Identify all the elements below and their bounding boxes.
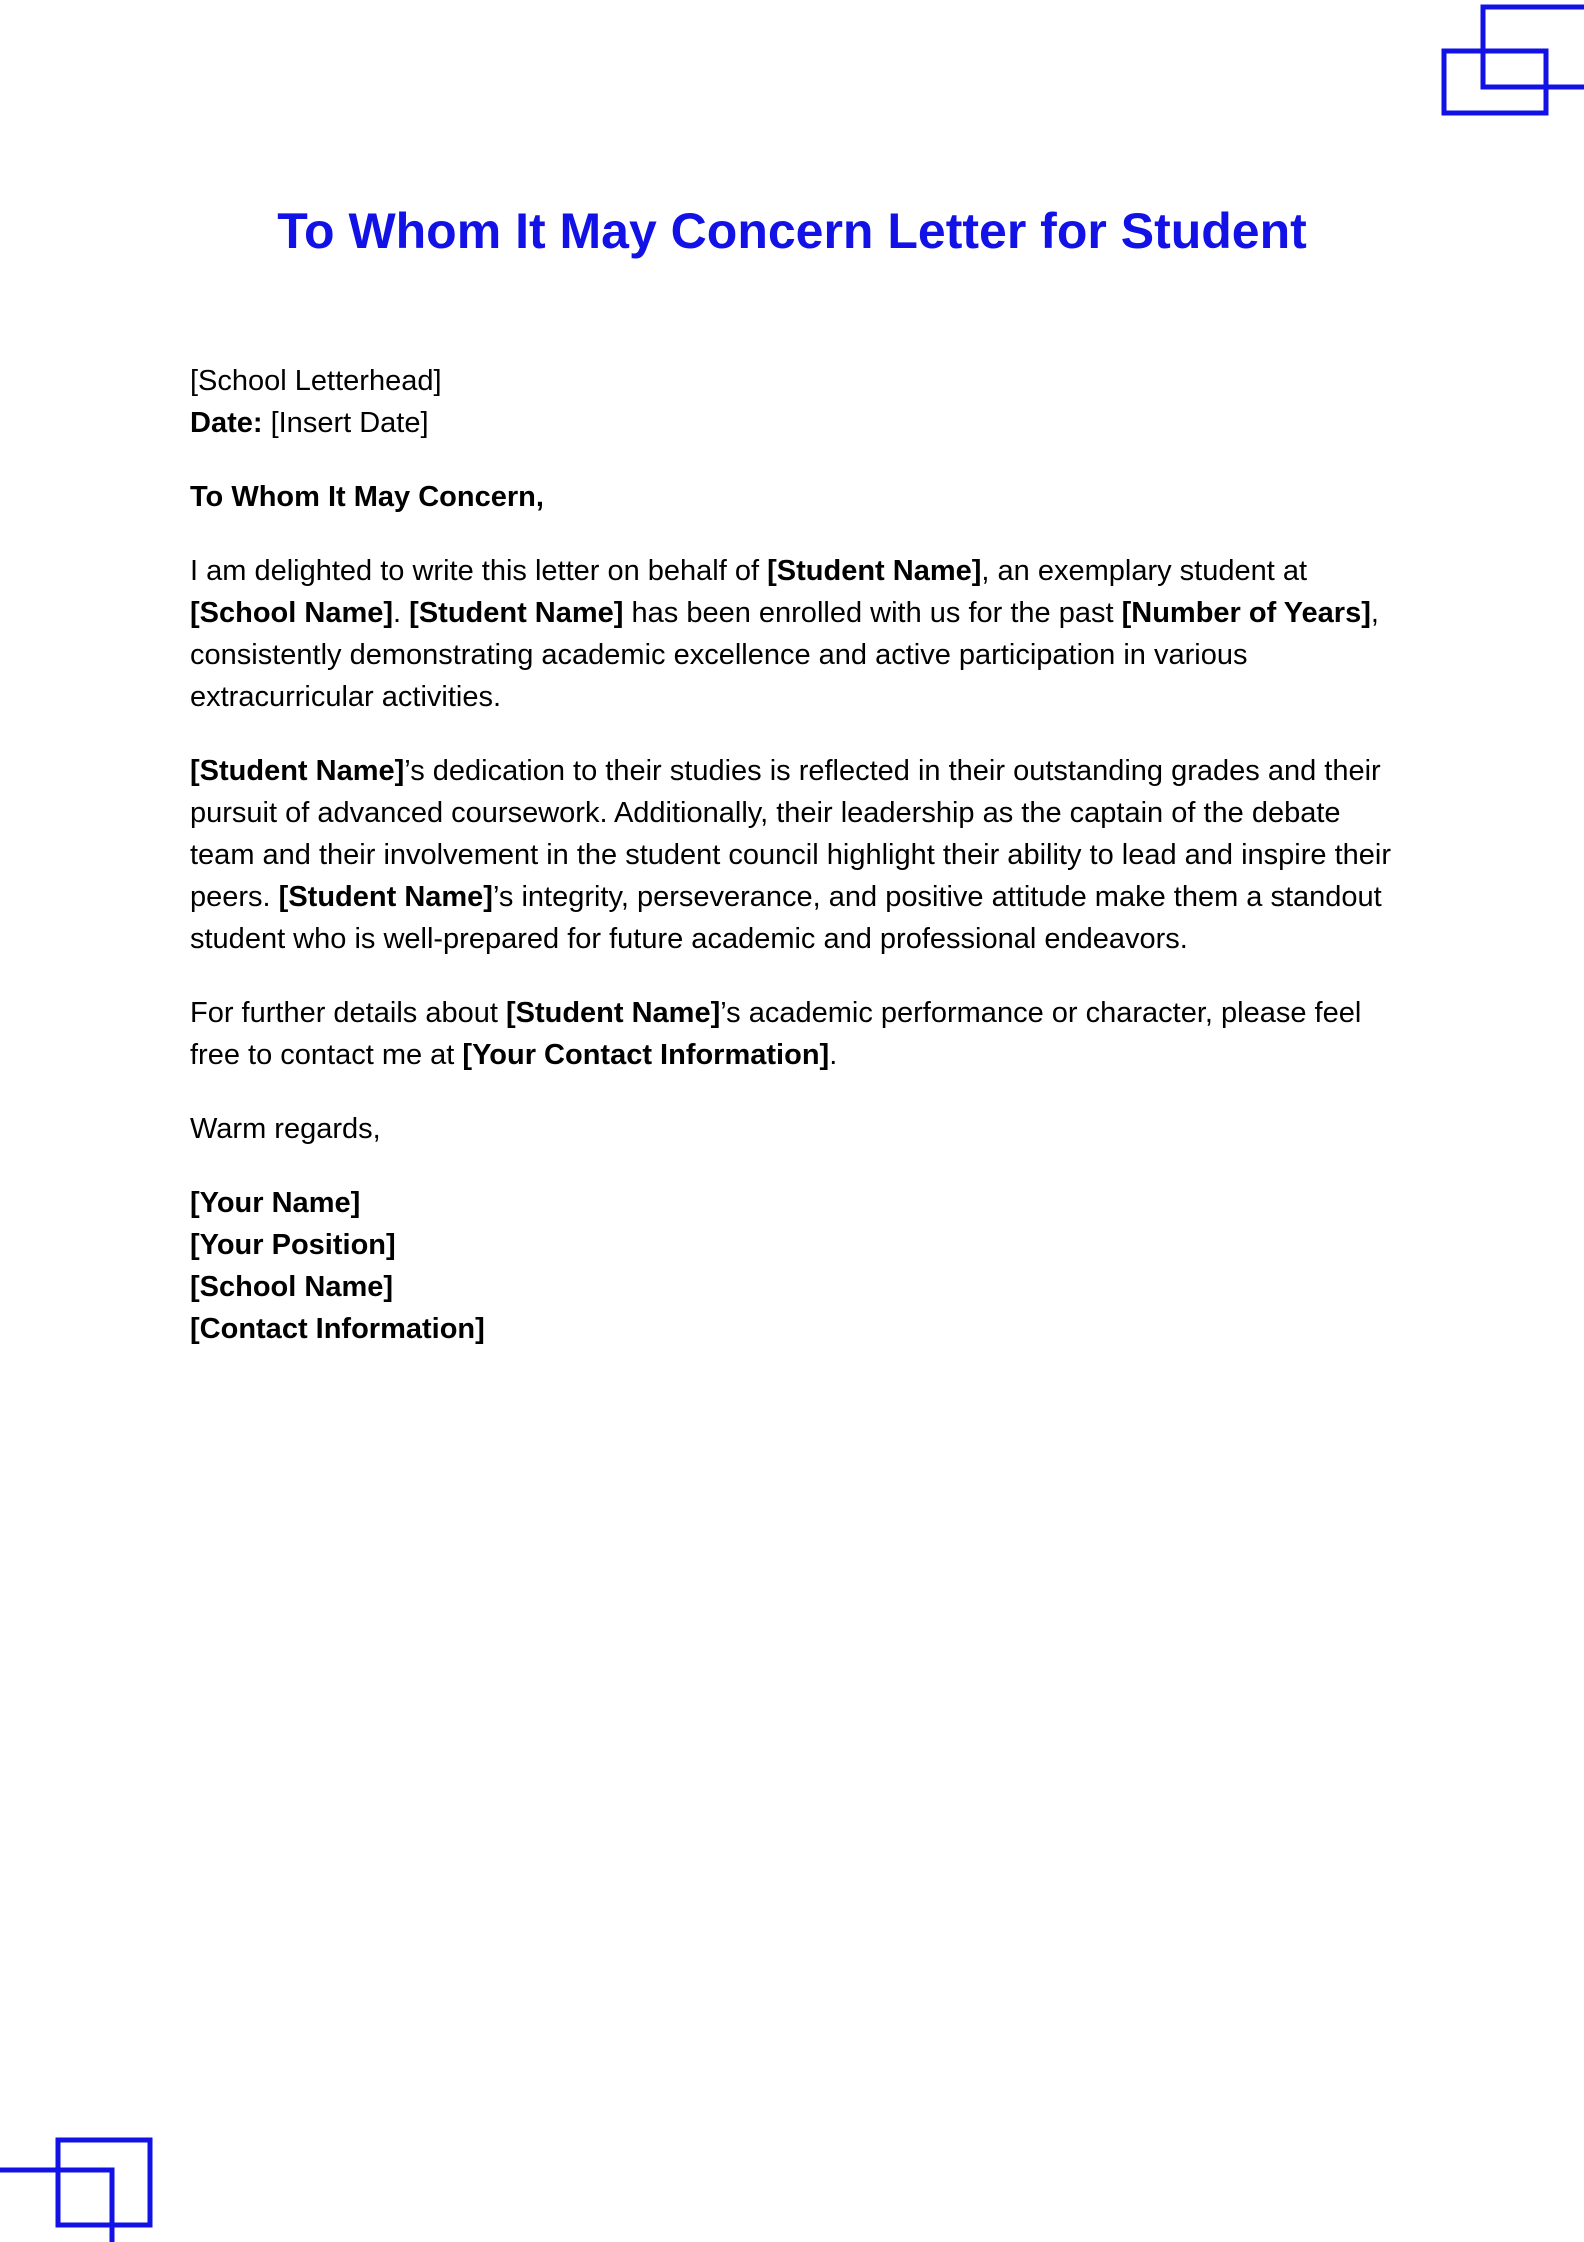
closing: Warm regards,: [190, 1113, 381, 1145]
placeholder-school-name: [School Name]: [190, 597, 394, 629]
page-title: To Whom It May Concern Letter for Student: [277, 203, 1307, 259]
signature-school: [School Name]: [190, 1271, 394, 1303]
text-run: For further details about: [190, 997, 506, 1029]
text-run: .: [393, 597, 410, 629]
signature-contact: [Contact Information]: [190, 1313, 485, 1345]
date-line: [190, 402, 1410, 444]
signature-position: [Your Position]: [190, 1229, 396, 1261]
text-run: .: [829, 1039, 838, 1071]
letter-body: [190, 360, 1410, 1382]
letter-header: [190, 360, 1410, 444]
paragraph-dedication: [190, 750, 1410, 960]
placeholder-student-name: [Student Name]: [767, 555, 982, 587]
text-run: , consistently demonstrating academic excellence and active participation in various extracurricular activities.: [190, 597, 1379, 713]
salutation: [190, 476, 1410, 518]
placeholder-student-name: [Student Name]: [278, 881, 493, 913]
date-label: Date:: [190, 407, 263, 439]
paragraph-contact: [190, 992, 1410, 1076]
salutation-text: To Whom It May Concern,: [190, 481, 544, 513]
date-value: [Insert Date]: [262, 407, 429, 439]
signature-block: [190, 1182, 1410, 1350]
placeholder-contact-information: [Your Contact Information]: [462, 1039, 830, 1071]
overlapping-squares-icon: [0, 2130, 160, 2242]
placeholder-student-name: [Student Name]: [409, 597, 624, 629]
letterhead: [School Letterhead]: [190, 365, 442, 397]
signature-name: [Your Name]: [190, 1187, 361, 1219]
text-run: I am delighted to write this letter on behalf of: [190, 555, 768, 587]
overlapping-squares-icon: [1440, 0, 1584, 120]
text-run: has been enrolled with us for the past: [623, 597, 1122, 629]
placeholder-number-of-years: [Number of Years]: [1121, 597, 1371, 629]
text-run: ’s integrity, perseverance, and positive attitude make them a standout student who is well-prepared for future academic and professional endeavors.: [190, 881, 1382, 955]
text-run: ’s dedication to their studies is reflected in their outstanding grades and their pursuit of advanced coursework. Additionally, their leadership as the captain of the debate team and their involvement in the student council highlight their ability to lead and inspire their peers.: [190, 755, 1391, 913]
text-run: ’s academic performance or character, please feel free to contact me at: [190, 997, 1362, 1071]
placeholder-student-name: [Student Name]: [505, 997, 721, 1029]
paragraph-intro: [190, 550, 1410, 718]
placeholder-student-name: [Student Name]: [190, 755, 405, 787]
text-run: , an exemplary student at: [981, 555, 1308, 587]
